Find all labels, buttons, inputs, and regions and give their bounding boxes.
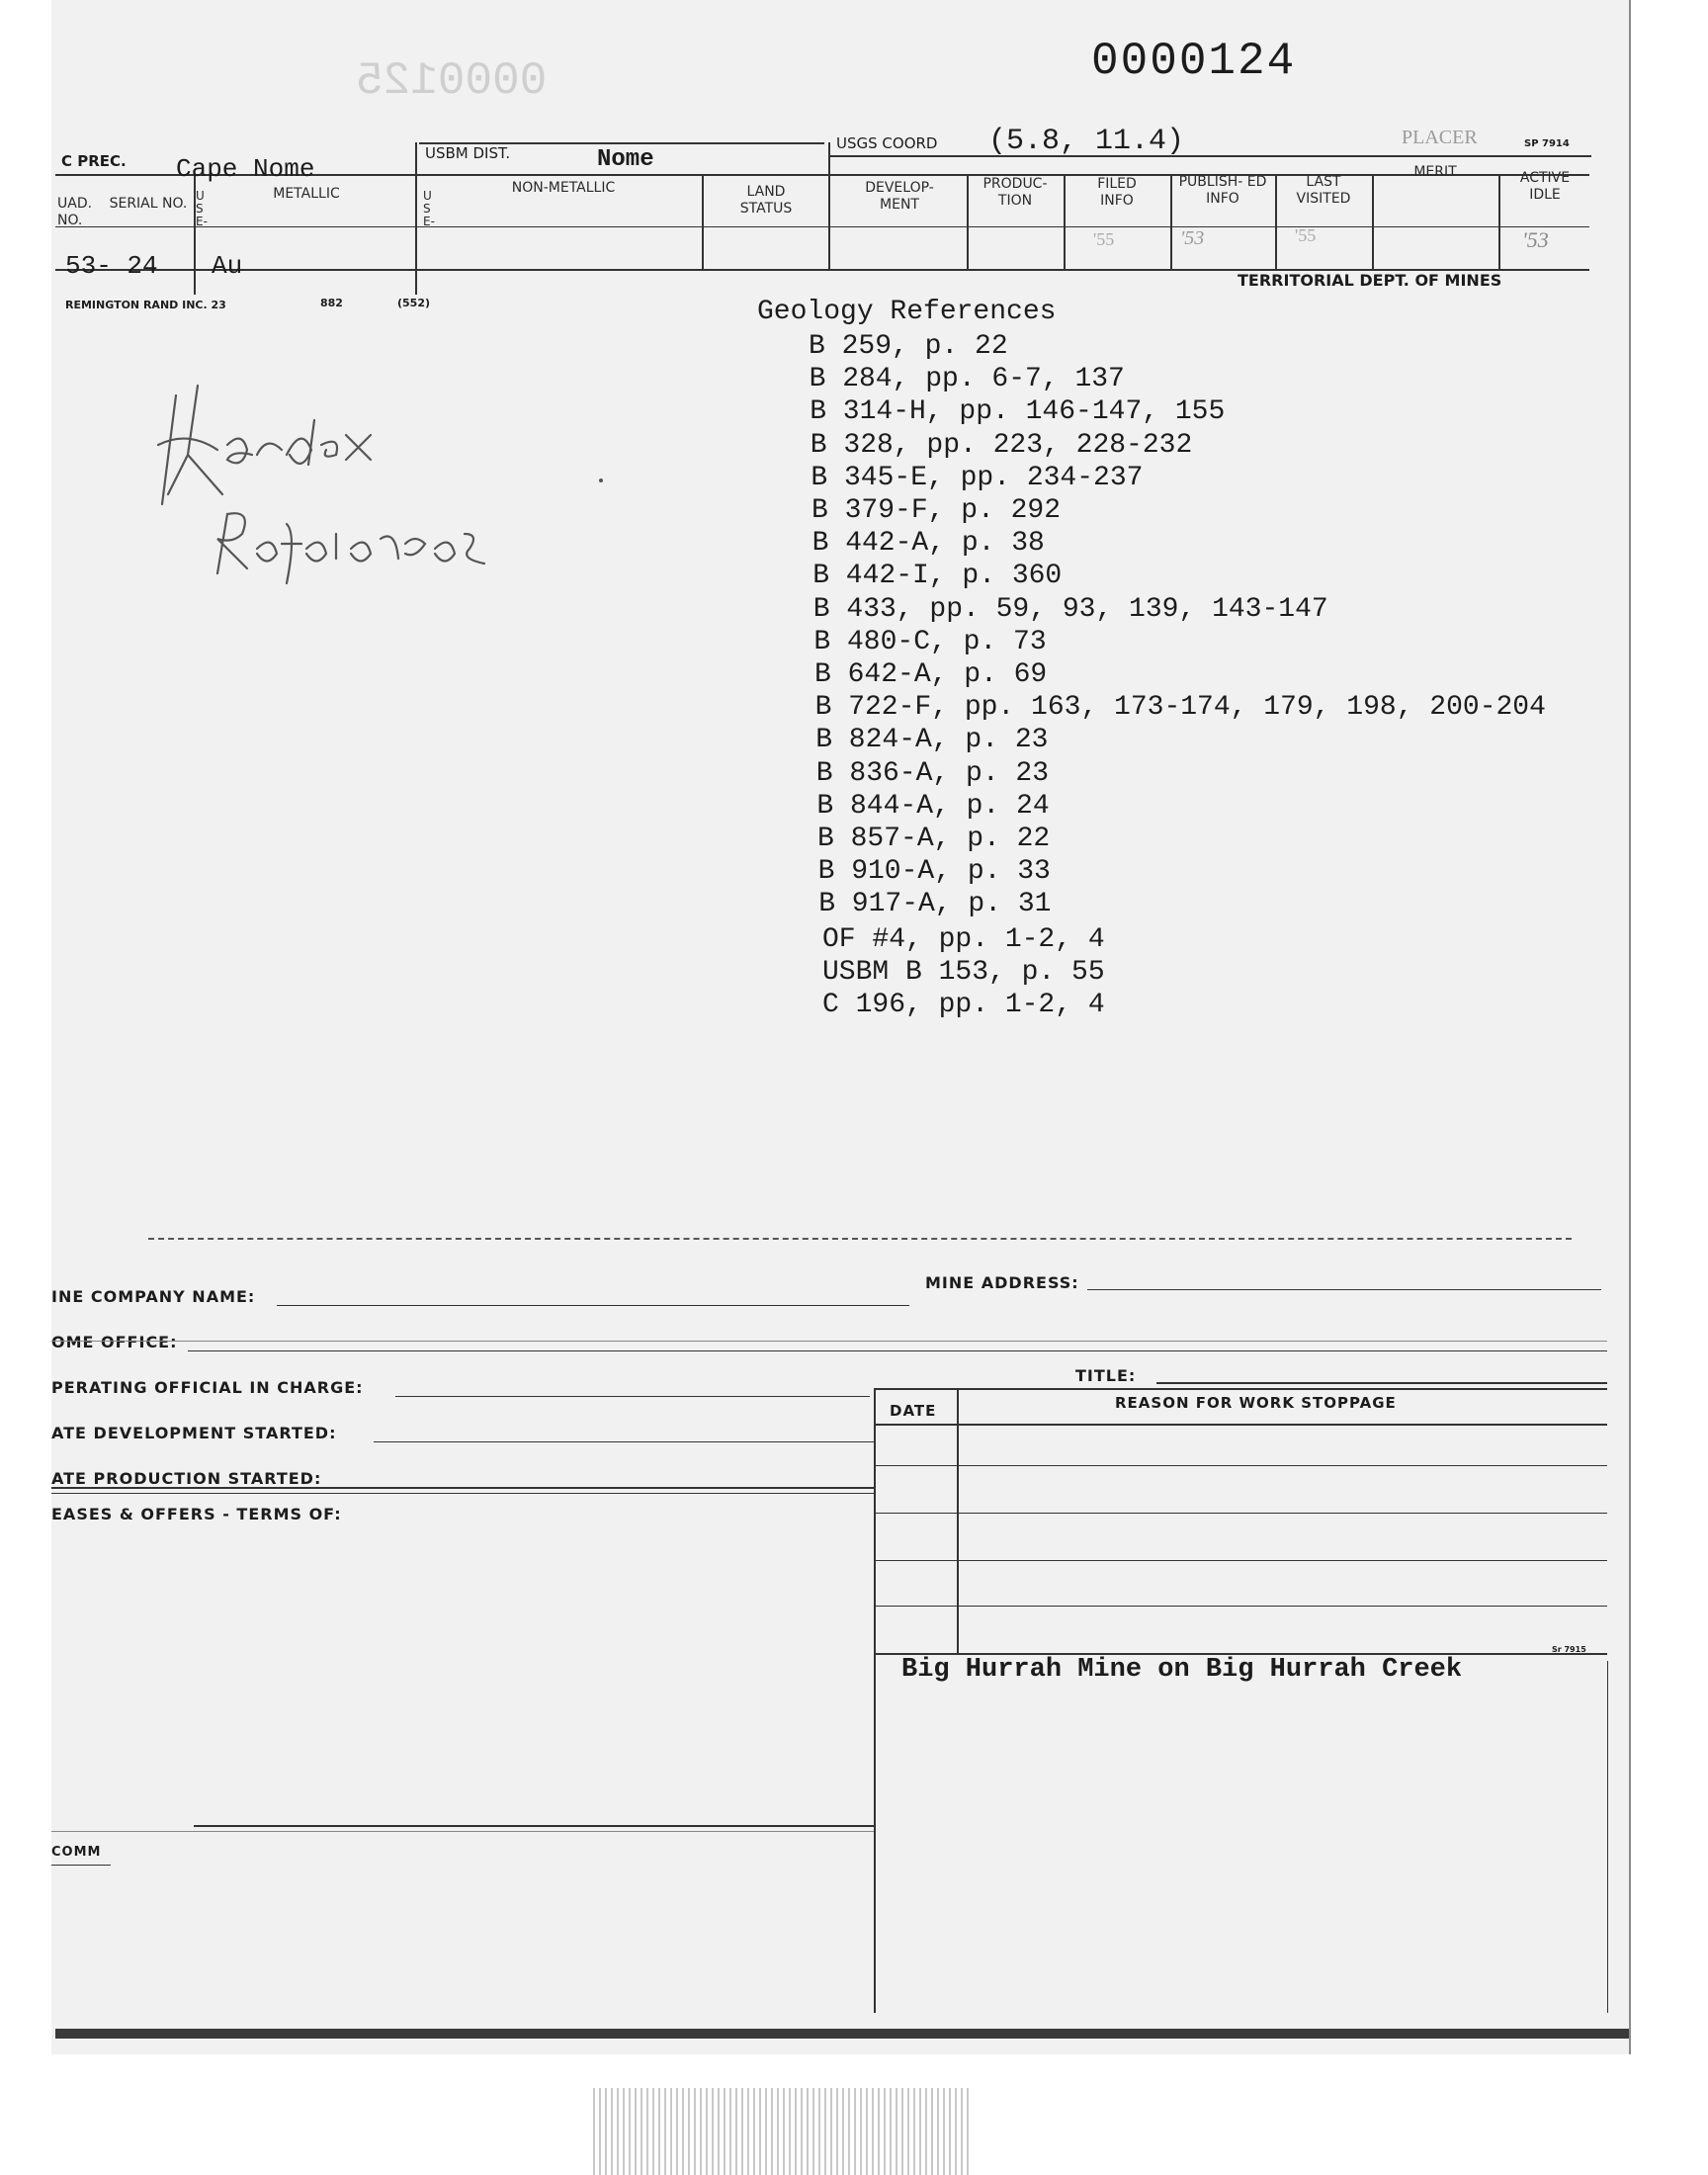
filed-info-label: FILED INFO (1097, 176, 1137, 209)
geology-ref: B 379-F, p. 292 (811, 495, 1062, 526)
quad-serial-value: 53- 24 (65, 251, 158, 281)
lower-left-line-2 (51, 1831, 874, 1832)
stoppage-table-date-divider (957, 1388, 959, 1655)
usgs-coord-value: (5.8, 11.4) (988, 125, 1185, 158)
lower-left-line (194, 1825, 874, 1827)
reason-col-header: REASON FOR WORK STOPPAGE (1115, 1394, 1397, 1412)
card-right-rule (1607, 1661, 1608, 2013)
geology-ref: B 328, pp. 223, 228-232 (810, 429, 1193, 461)
header-divider (702, 174, 704, 269)
printer-line: REMINGTON RAND INC. 23 (65, 299, 226, 311)
stoppage-row-line (874, 1513, 1607, 1514)
serial-no-label: SERIAL NO. (109, 196, 188, 212)
active-mark: '53 (1522, 227, 1549, 252)
geology-ref: B 314-H, pp. 146-147, 155 (810, 396, 1226, 428)
prod-started-label: ATE PRODUCTION STARTED: (51, 1469, 322, 1488)
title-line (1156, 1382, 1607, 1384)
merit-label: MERIT (1413, 164, 1457, 180)
stoppage-row-line (874, 1465, 1607, 1466)
mine-address-line (1087, 1289, 1601, 1290)
geology-ref: B 284, pp. 6-7, 137 (809, 364, 1125, 395)
geology-ref: B 844-A, p. 24 (816, 790, 1050, 822)
form-code: SP 7914 (1524, 138, 1570, 149)
stoppage-table-top (874, 1388, 1607, 1390)
geology-ref: B 857-A, p. 22 (817, 824, 1051, 854)
company-label: INE COMPANY NAME: (51, 1287, 256, 1306)
stoppage-header-line (874, 1424, 1607, 1426)
mine-name: Big Hurrah Mine on Big Hurrah Creek (901, 1655, 1463, 1685)
prec-label: C PREC. (61, 152, 127, 170)
geology-ref: B 722-F, pp. 163, 173-174, 179, 198, 200-204 (814, 692, 1546, 724)
geology-ref: OF #4, pp. 1-2, 4 (822, 924, 1105, 955)
geology-ref: B 910-A, p. 33 (817, 856, 1051, 888)
form-dashed-divider (148, 1238, 1572, 1240)
geology-ref: B 442-A, p. 38 (811, 528, 1045, 560)
company-line (277, 1305, 909, 1306)
home-office-label: OME OFFICE: (51, 1333, 178, 1351)
geology-ref: B 824-A, p. 23 (815, 725, 1049, 756)
metallic-value: Au (212, 251, 243, 281)
date-col-header: DATE (890, 1402, 937, 1420)
development-label: DEVELOP- MENT (865, 180, 934, 213)
title-label: TITLE: (1075, 1366, 1137, 1385)
handwritten-dot (599, 478, 603, 482)
leases-label: EASES & OFFERS - TERMS OF: (51, 1505, 342, 1523)
mine-address-label: MINE ADDRESS: (925, 1273, 1079, 1292)
header-divider (967, 174, 969, 269)
active-idle-label: ACTIVE IDLE (1519, 170, 1571, 203)
geology-ref: B 642-A, p. 69 (814, 659, 1048, 690)
non-metallic-label: NON-METALLIC (511, 180, 616, 196)
home-office-line (188, 1350, 1607, 1351)
card-bottom-edge (55, 2029, 1629, 2039)
visited-mark: '55 (1295, 225, 1317, 245)
use2-label: U S E- (423, 189, 435, 228)
usgs-coord-label: USGS COORD (836, 134, 938, 152)
last-visited-label: LAST VISITED (1296, 174, 1351, 207)
geology-ref: B 917-A, p. 31 (818, 889, 1052, 920)
prod-started-line-2 (51, 1493, 874, 1494)
dev-started-label: ATE DEVELOPMENT STARTED: (51, 1424, 337, 1442)
production-label: PRODUC- TION (982, 176, 1048, 209)
doc-number-ghost: 0000125 (356, 55, 548, 107)
published-info-label: PUBLISH- ED INFO (1178, 174, 1267, 207)
published-mark: '53 (1180, 227, 1205, 249)
filed-mark: '55 (1093, 229, 1115, 249)
prec-value: Cape Nome (176, 154, 315, 184)
comments-label: COMM (51, 1845, 102, 1860)
geology-ref: B 259, p. 22 (809, 331, 1008, 362)
printer-code2: (552) (397, 297, 431, 309)
placer-stamp: PLACER (1402, 127, 1478, 148)
header-divider (1498, 174, 1500, 269)
prod-started-line (51, 1487, 874, 1489)
territorial-dept: TERRITORIAL DEPT. OF MINES (1238, 271, 1502, 290)
operating-label: PERATING OFFICIAL IN CHARGE: (51, 1378, 364, 1397)
printer-code1: 882 (320, 297, 343, 309)
dev-started-line (374, 1441, 874, 1442)
geology-ref: USBM B 153, p. 55 (822, 957, 1105, 989)
geology-title: Geology References (757, 297, 1057, 327)
header-divider (1275, 174, 1277, 269)
home-office-line-2 (51, 1341, 1607, 1342)
metallic-label: METALLIC (273, 186, 340, 202)
stoppage-table-left (874, 1388, 876, 2013)
header-top-line-right (830, 155, 1591, 157)
land-status-label: LAND STATUS (739, 184, 793, 217)
doc-number: 0000124 (1091, 36, 1297, 87)
stoppage-row-line (874, 1606, 1607, 1607)
header-divider (1170, 174, 1172, 269)
geology-ref: C 196, pp. 1-2, 4 (822, 990, 1105, 1021)
header-mid-line (55, 226, 1589, 227)
quad-no-label: UAD. NO. (57, 196, 93, 228)
scan-strip (593, 2088, 969, 2175)
header-divider (828, 142, 830, 269)
geology-ref: B 480-C, p. 73 (813, 626, 1047, 657)
stoppage-row-line (874, 1560, 1607, 1561)
handwritten-note (148, 376, 563, 603)
use-label: U S E- (196, 189, 208, 228)
comments-underline (51, 1865, 111, 1866)
usbm-dist-value: Nome (597, 146, 654, 173)
header-divider (1064, 174, 1066, 269)
header-divider (415, 142, 417, 295)
operating-line (395, 1396, 870, 1397)
geology-ref: B 836-A, p. 23 (815, 757, 1050, 789)
geology-ref: B 345-E, pp. 234-237 (811, 462, 1144, 493)
usbm-dist-label: USBM DIST. (425, 144, 511, 162)
header-divider (1372, 174, 1374, 269)
form-code-2: Sr 7915 (1552, 1645, 1586, 1654)
geology-ref: B 442-I, p. 360 (812, 561, 1063, 592)
geology-ref: B 433, pp. 59, 93, 139, 143-147 (812, 593, 1328, 625)
